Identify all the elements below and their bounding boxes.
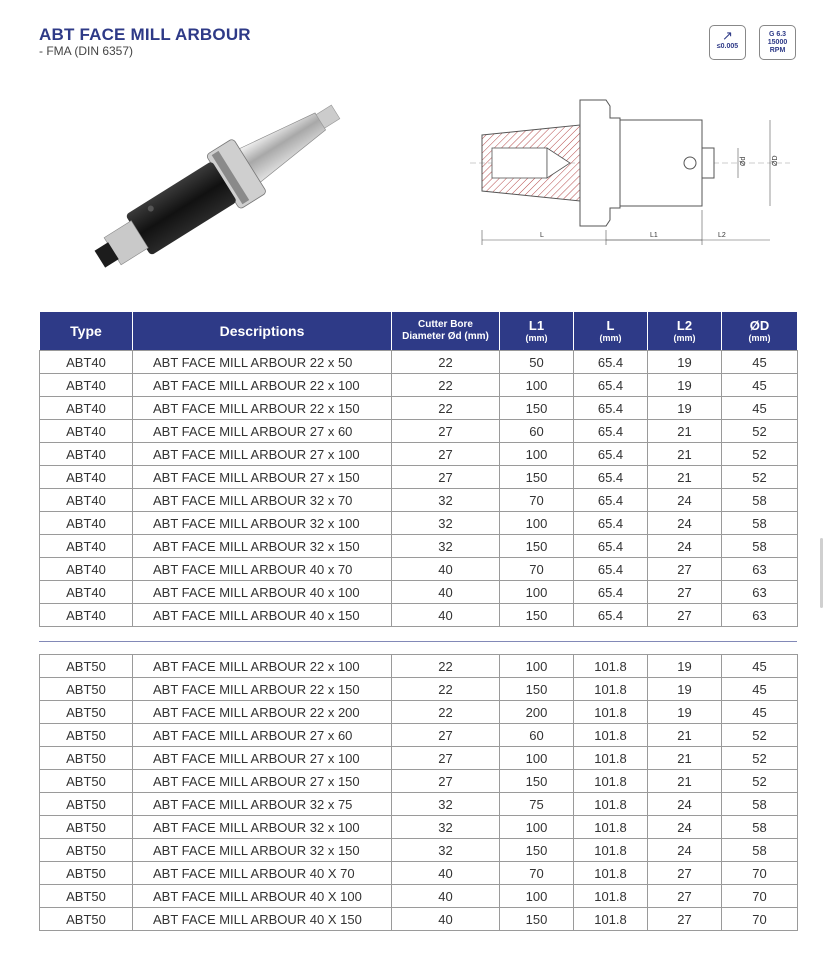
cell-od: 52: [722, 420, 798, 443]
cell-l: 101.8: [574, 678, 648, 701]
table-row: [40, 908, 798, 931]
cell-desc: ABT FACE MILL ARBOUR 40 X 100: [133, 885, 392, 908]
cell-l: 101.8: [574, 885, 648, 908]
cell-type: ABT40: [40, 466, 133, 489]
col-cutter-bore-line2: Diameter Ød (mm): [402, 331, 489, 342]
cell-od: 70: [722, 862, 798, 885]
cell-type: ABT50: [40, 908, 133, 931]
cell-type: ABT40: [40, 374, 133, 397]
table-row: [40, 724, 798, 747]
table-row: [40, 581, 798, 604]
cell-l2: 27: [648, 885, 722, 908]
cell-od: 58: [722, 816, 798, 839]
cell-l1: 150: [500, 678, 574, 701]
cell-d: 32: [392, 793, 500, 816]
cell-l1: 100: [500, 512, 574, 535]
cell-l2: 21: [648, 770, 722, 793]
dim-l2-label: L2: [718, 232, 726, 239]
cell-type: ABT50: [40, 862, 133, 885]
cell-l1: 100: [500, 816, 574, 839]
col-od-unit: (mm): [748, 332, 771, 343]
cell-l: 101.8: [574, 862, 648, 885]
table-row: [40, 701, 798, 724]
col-descriptions: Descriptions: [133, 312, 392, 351]
page-title: ABT FACE MILL ARBOUR: [39, 25, 251, 44]
cell-type: ABT40: [40, 512, 133, 535]
cell-d: 40: [392, 908, 500, 931]
cell-type: ABT50: [40, 655, 133, 678]
dim-d-label: Ød: [740, 156, 747, 166]
cell-type: ABT50: [40, 885, 133, 908]
cell-d: 22: [392, 351, 500, 374]
cell-d: 40: [392, 885, 500, 908]
col-l1: [500, 312, 574, 351]
cell-l2: 21: [648, 724, 722, 747]
cell-d: 27: [392, 770, 500, 793]
spec-table-abt50: [39, 654, 798, 931]
cell-l1: 100: [500, 885, 574, 908]
cell-l1: 150: [500, 908, 574, 931]
table-row: [40, 466, 798, 489]
cell-type: ABT50: [40, 816, 133, 839]
cell-l1: 200: [500, 701, 574, 724]
dim-od-label: ØD: [772, 155, 779, 166]
cell-l2: 24: [648, 535, 722, 558]
balance-grade: G 6.3: [768, 31, 787, 38]
cell-l2: 27: [648, 558, 722, 581]
cell-d: 22: [392, 678, 500, 701]
cell-l: 101.8: [574, 770, 648, 793]
runout-arrow-icon: ↗: [722, 28, 733, 43]
cell-l: 65.4: [574, 512, 648, 535]
spec-table-header: [39, 311, 798, 351]
cell-d: 32: [392, 535, 500, 558]
balance-badge: [759, 25, 796, 60]
table-row: [40, 351, 798, 374]
table-row: [40, 793, 798, 816]
cell-d: 40: [392, 862, 500, 885]
cell-l2: 24: [648, 839, 722, 862]
cell-l2: 19: [648, 701, 722, 724]
cell-l: 101.8: [574, 701, 648, 724]
cell-desc: ABT FACE MILL ARBOUR 40 x 150: [133, 604, 392, 627]
scrollbar[interactable]: [820, 538, 823, 608]
cell-desc: ABT FACE MILL ARBOUR 32 x 100: [133, 816, 392, 839]
cell-desc: ABT FACE MILL ARBOUR 27 x 150: [133, 466, 392, 489]
cell-l2: 21: [648, 747, 722, 770]
dim-l1-label: L1: [650, 232, 658, 239]
cell-l: 65.4: [574, 466, 648, 489]
cell-l1: 70: [500, 558, 574, 581]
dim-l-label: L: [540, 232, 544, 239]
cell-od: 45: [722, 655, 798, 678]
col-l-unit: (mm): [599, 332, 622, 343]
cell-desc: ABT FACE MILL ARBOUR 27 x 100: [133, 747, 392, 770]
rpm-label: RPM: [769, 47, 786, 54]
cell-od: 63: [722, 558, 798, 581]
table-row: [40, 885, 798, 908]
cell-l: 65.4: [574, 581, 648, 604]
product-photo: [36, 48, 411, 303]
cell-l: 101.8: [574, 908, 648, 931]
rpm-value: 15000: [767, 39, 788, 46]
cell-l2: 24: [648, 512, 722, 535]
table-row: [40, 747, 798, 770]
cell-type: ABT50: [40, 701, 133, 724]
cell-desc: ABT FACE MILL ARBOUR 27 x 60: [133, 420, 392, 443]
runout-value: ≤0.005: [716, 43, 739, 50]
cell-l2: 19: [648, 655, 722, 678]
cell-desc: ABT FACE MILL ARBOUR 27 x 60: [133, 724, 392, 747]
cell-desc: ABT FACE MILL ARBOUR 22 x 50: [133, 351, 392, 374]
table-row: [40, 816, 798, 839]
page-subtitle: - FMA (DIN 6357): [39, 44, 134, 58]
cell-type: ABT40: [40, 443, 133, 466]
cell-type: ABT40: [40, 397, 133, 420]
cell-d: 40: [392, 558, 500, 581]
cell-d: 32: [392, 489, 500, 512]
col-l: [574, 312, 648, 351]
cell-od: 58: [722, 512, 798, 535]
cell-l1: 70: [500, 862, 574, 885]
cell-type: ABT50: [40, 747, 133, 770]
runout-badge: [709, 25, 746, 60]
table-row: [40, 839, 798, 862]
cell-desc: ABT FACE MILL ARBOUR 22 x 150: [133, 678, 392, 701]
cell-d: 22: [392, 701, 500, 724]
cell-l: 65.4: [574, 397, 648, 420]
cell-type: ABT50: [40, 839, 133, 862]
col-od-label: ØD: [749, 317, 770, 333]
cell-l1: 100: [500, 581, 574, 604]
cell-l1: 100: [500, 655, 574, 678]
cell-od: 45: [722, 701, 798, 724]
cell-d: 22: [392, 655, 500, 678]
cell-l: 65.4: [574, 489, 648, 512]
cell-l: 101.8: [574, 816, 648, 839]
cell-l1: 100: [500, 747, 574, 770]
cell-l1: 150: [500, 604, 574, 627]
cell-l: 65.4: [574, 604, 648, 627]
cell-desc: ABT FACE MILL ARBOUR 22 x 150: [133, 397, 392, 420]
cell-desc: ABT FACE MILL ARBOUR 32 x 75: [133, 793, 392, 816]
cell-l1: 150: [500, 535, 574, 558]
cell-l2: 19: [648, 374, 722, 397]
cell-d: 40: [392, 604, 500, 627]
cell-d: 27: [392, 443, 500, 466]
cell-d: 32: [392, 839, 500, 862]
cell-type: ABT50: [40, 678, 133, 701]
table-row: [40, 443, 798, 466]
cell-l2: 21: [648, 443, 722, 466]
cell-l1: 150: [500, 466, 574, 489]
cell-desc: ABT FACE MILL ARBOUR 22 x 200: [133, 701, 392, 724]
cell-type: ABT40: [40, 604, 133, 627]
technical-drawing: [470, 80, 790, 255]
table-row: [40, 535, 798, 558]
col-l1-unit: (mm): [525, 332, 548, 343]
cell-od: 52: [722, 747, 798, 770]
cell-l: 101.8: [574, 839, 648, 862]
cell-type: ABT50: [40, 793, 133, 816]
cell-od: 58: [722, 489, 798, 512]
cell-l1: 100: [500, 443, 574, 466]
cell-desc: ABT FACE MILL ARBOUR 32 x 70: [133, 489, 392, 512]
table-row: [40, 862, 798, 885]
cell-od: 63: [722, 604, 798, 627]
cell-l: 65.4: [574, 374, 648, 397]
table-row: [40, 489, 798, 512]
spec-table-abt40: [39, 350, 798, 627]
cell-desc: ABT FACE MILL ARBOUR 40 x 70: [133, 558, 392, 581]
cell-desc: ABT FACE MILL ARBOUR 22 x 100: [133, 374, 392, 397]
cell-l1: 60: [500, 724, 574, 747]
cell-l: 65.4: [574, 351, 648, 374]
cell-l2: 27: [648, 604, 722, 627]
cell-l1: 100: [500, 374, 574, 397]
cell-l1: 75: [500, 793, 574, 816]
cell-od: 45: [722, 374, 798, 397]
cell-l2: 19: [648, 397, 722, 420]
cell-type: ABT40: [40, 351, 133, 374]
cell-l1: 70: [500, 489, 574, 512]
cell-d: 32: [392, 512, 500, 535]
cell-l: 101.8: [574, 655, 648, 678]
cell-d: 22: [392, 374, 500, 397]
cell-l: 101.8: [574, 747, 648, 770]
cell-l2: 24: [648, 793, 722, 816]
cell-l2: 19: [648, 678, 722, 701]
cell-d: 27: [392, 466, 500, 489]
col-od: [722, 312, 798, 351]
cell-l2: 24: [648, 816, 722, 839]
cell-desc: ABT FACE MILL ARBOUR 27 x 150: [133, 770, 392, 793]
cell-type: ABT40: [40, 420, 133, 443]
cell-type: ABT40: [40, 558, 133, 581]
cell-desc: ABT FACE MILL ARBOUR 27 x 100: [133, 443, 392, 466]
cell-l: 65.4: [574, 535, 648, 558]
cell-d: 27: [392, 420, 500, 443]
cell-l2: 24: [648, 489, 722, 512]
cell-l: 101.8: [574, 724, 648, 747]
cell-od: 52: [722, 770, 798, 793]
cell-type: ABT40: [40, 489, 133, 512]
col-l2: [648, 312, 722, 351]
cell-desc: ABT FACE MILL ARBOUR 40 x 100: [133, 581, 392, 604]
cell-l1: 150: [500, 839, 574, 862]
cell-l1: 50: [500, 351, 574, 374]
cell-od: 45: [722, 397, 798, 420]
cell-desc: ABT FACE MILL ARBOUR 22 x 100: [133, 655, 392, 678]
cell-type: ABT50: [40, 770, 133, 793]
cell-type: ABT50: [40, 724, 133, 747]
cell-od: 70: [722, 885, 798, 908]
cell-type: ABT40: [40, 581, 133, 604]
table-row: [40, 604, 798, 627]
col-l-label: L: [606, 317, 615, 333]
cell-l2: 21: [648, 420, 722, 443]
col-l2-unit: (mm): [673, 332, 696, 343]
cell-l2: 19: [648, 351, 722, 374]
cell-desc: ABT FACE MILL ARBOUR 32 x 100: [133, 512, 392, 535]
table-row: [40, 558, 798, 581]
cell-od: 52: [722, 443, 798, 466]
cell-od: 52: [722, 466, 798, 489]
cell-l1: 60: [500, 420, 574, 443]
cell-l1: 150: [500, 770, 574, 793]
section-divider: [39, 641, 797, 642]
cell-od: 58: [722, 535, 798, 558]
cell-od: 45: [722, 351, 798, 374]
cell-od: 58: [722, 839, 798, 862]
cell-l: 101.8: [574, 793, 648, 816]
table-row: [40, 512, 798, 535]
cell-d: 40: [392, 581, 500, 604]
table-row: [40, 770, 798, 793]
table-row: [40, 678, 798, 701]
cell-l: 65.4: [574, 558, 648, 581]
cell-l2: 27: [648, 908, 722, 931]
cell-l2: 27: [648, 862, 722, 885]
cell-l2: 27: [648, 581, 722, 604]
cell-l: 65.4: [574, 420, 648, 443]
table-row: [40, 655, 798, 678]
table-row: [40, 397, 798, 420]
cell-desc: ABT FACE MILL ARBOUR 32 x 150: [133, 535, 392, 558]
cell-od: 45: [722, 678, 798, 701]
table-row: [40, 420, 798, 443]
cell-l1: 150: [500, 397, 574, 420]
col-l2-label: L2: [676, 317, 693, 333]
cell-d: 22: [392, 397, 500, 420]
col-cutter-bore: [392, 312, 500, 351]
cell-od: 63: [722, 581, 798, 604]
cell-desc: ABT FACE MILL ARBOUR 32 x 150: [133, 839, 392, 862]
cell-d: 32: [392, 816, 500, 839]
col-cutter-bore-line1: Cutter Bore: [417, 319, 473, 330]
cell-od: 52: [722, 724, 798, 747]
col-l1-label: L1: [528, 317, 545, 333]
cell-od: 70: [722, 908, 798, 931]
cell-type: ABT40: [40, 535, 133, 558]
cell-l: 65.4: [574, 443, 648, 466]
cell-od: 58: [722, 793, 798, 816]
cell-desc: ABT FACE MILL ARBOUR 40 X 150: [133, 908, 392, 931]
col-type: Type: [40, 312, 133, 351]
cell-desc: ABT FACE MILL ARBOUR 40 X 70: [133, 862, 392, 885]
cell-d: 27: [392, 747, 500, 770]
cell-l2: 21: [648, 466, 722, 489]
cell-d: 27: [392, 724, 500, 747]
table-row: [40, 374, 798, 397]
